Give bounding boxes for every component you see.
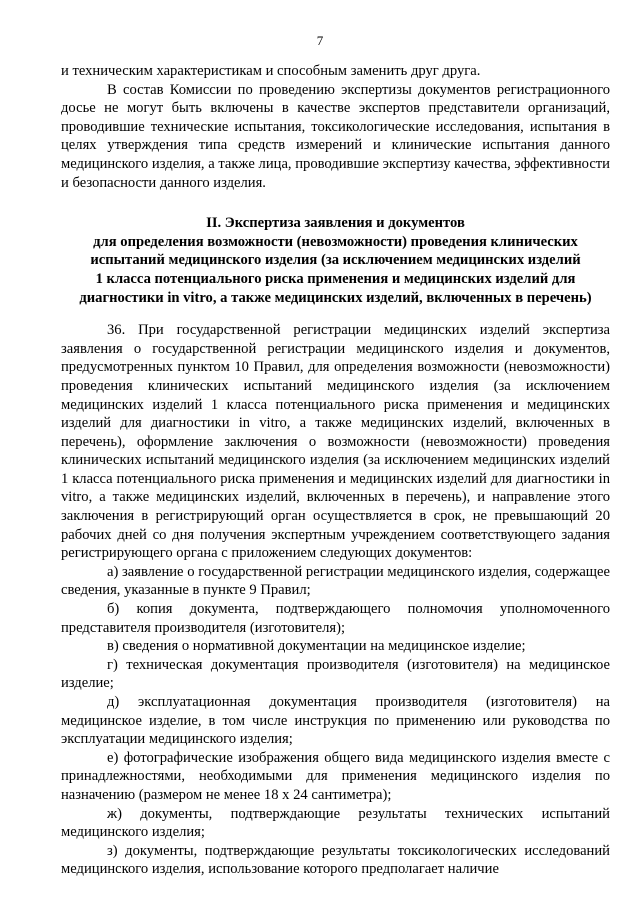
list-item: а) заявление о государственной регистрации медицинского изделия, содержащее сведения, указанные в пункте 9 Правил; (61, 563, 610, 599)
list-item: ж) документы, подтверждающие результаты технических испытаний медицинского изделия; (61, 805, 610, 841)
list-item: е) фотографические изображения общего вида медицинского изделия вместе с принадлежностями, необходимыми для применения медицинского изделия по назначению (размером не менее 18 х 24 сантиметра); (61, 749, 610, 803)
list-item: д) эксплуатационная документация производителя (изготовителя) на медицинское изделие, в том числе инструкция по применению или руководства по эксплуатации медицинского изделия; (61, 694, 610, 748)
list-item: в) сведения о нормативной документации на медицинское изделие; (107, 638, 526, 655)
paragraph: 36. При государственной регистрации медицинских изделий экспертиза заявления о государственной регистрации медицинского изделия и документов, предусмотренных пунктом 10 Правил, для определения возможности (невозможности) проведения клинических испытаний медицинского изделия (за исключением медицинских изделий 1 класса потенциального риска применения и медицинских изделий для диагностики in vitro, а также медицинских изделий, включенных в перечень), оформление заключения о возможности (невозможности) проведения клинических испытаний медицинского изделия (за исключением медицинских изделий 1 класса потенциального риска применения и медицинских изделий для диагностики in vitro, а также медицинских изделий, включенных в перечень), и направление этого заключения в регистрирующий орган осуществляется в срок, не превышающий 20 рабочих дней со дня получения экспертным учреждением соответствующего задания регистрирующего органа с приложением следующих документов: (61, 322, 610, 562)
paragraph: В состав Комиссии по проведению экспертизы документов регистрационного досье не могут быть включены в качестве экспертов представители организаций, проводившие технические испытания, токсикологические исследования, испытания в целях утверждения типа средств измерений и клинические испытания данного медицинского изделия, а также лица, проводившие экспертизу качества, эффективности и безопасности данного изделия. (61, 81, 610, 191)
section-heading-line: II. Экспертиза заявления и документов (206, 215, 465, 232)
list-item: г) техническая документация производителя (изготовителя) на медицинское изделие; (61, 656, 610, 692)
document-body (61, 62, 610, 879)
section-heading-line: испытаний медицинского изделия (за исключением медицинских изделий (90, 252, 581, 269)
section-heading-line: 1 класса потенциального риска применения и медицинских изделий для (95, 270, 576, 287)
section-heading (61, 214, 610, 307)
paragraph: и техническим характеристикам и способным заменить друг друга. (61, 63, 481, 79)
list-item: б) копия документа, подтверждающего полномочия уполномоченного представителя производителя (изготовителя); (61, 601, 610, 636)
list-item: з) документы, подтверждающие результаты токсикологических исследований медицинского изделия, использование которого предполагает наличие (61, 842, 610, 878)
section-heading-line: диагностики in vitro, а также медицинских изделий, включенных в перечень) (79, 289, 592, 306)
page-number: 7 (316, 33, 324, 48)
section-heading-line: для определения возможности (невозможности) проведения клинических (93, 233, 578, 250)
